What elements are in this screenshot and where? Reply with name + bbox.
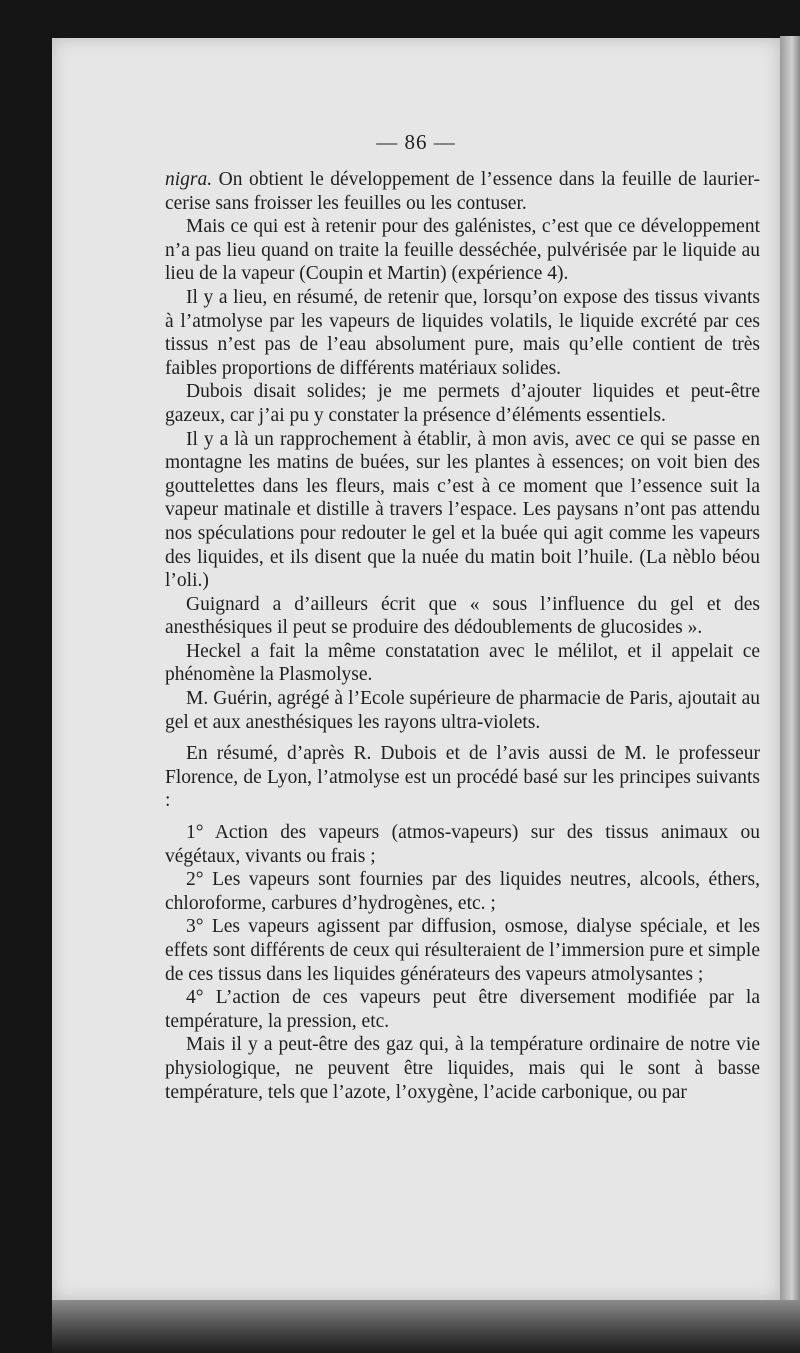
paragraph-5: Il y a là un rapprochement à établir, à mon avis, avec ce qui se passe en montagne les matins de buées, sur les plantes à essences; on voit bien des gouttelettes dans les fleurs, mais c’est à ce moment que l’essence suit la vapeur matinale et distille à travers l’espace. Les paysans n’ont pas attendu nos spéculations pour redouter le gel et la buée qui agit comme les vapeurs des liquides, et ils disent que la nuée du matin boit l’huile. (La nèblo béou l’oli.) xyxy=(165,428,760,592)
page-edge xyxy=(780,36,800,1306)
paragraph-7: Heckel a fait la même constatation avec le mélilot, et il appelait ce phénomène la Plasmolyse. xyxy=(165,640,760,686)
principle-1: 1° Action des vapeurs (atmos-vapeurs) sur des tissus animaux ou végétaux, vivants ou frais ; xyxy=(165,822,760,867)
paragraph-1-lead: nigra. xyxy=(165,169,213,190)
page-number: — 86 — xyxy=(376,130,456,154)
paragraph-2: Mais ce qui est à retenir pour des galénistes, c’est que ce développement n’a pas lieu quand on traite la feuille desséchée, pulvérisée par le liquide au lieu de la vapeur (Coupin et Martin) (expérience 4). xyxy=(165,216,760,285)
book-page xyxy=(52,38,780,1300)
paragraph-6: Guignard a d’ailleurs écrit que « sous l’influence du gel et des anesthésiques il peut se produire des dédoublements de glucosides ». xyxy=(165,593,760,639)
paragraph-1 xyxy=(165,168,760,215)
principle-3: 3° Les vapeurs agissent par diffusion, osmose, dialyse spéciale, et les effets sont différents de ceux qui résulteraient de l’immersion pure et simple de ces tissus dans les liquides générateurs des vapeurs atmolysantes ; xyxy=(165,916,760,985)
scan-bottom-strip xyxy=(52,1300,800,1353)
paragraph-14: Mais il y a peut-être des gaz qui, à la température ordinaire de notre vie physiologique, ne peuvent être liquides, mais qui le sont à basse température, tels que l’azote, l’oxygène, l’acide carbonique, ou par xyxy=(165,1034,760,1103)
paragraph-4: Dubois disait solides; je me permets d’ajouter liquides et peut-être gazeux, car j’ai pu y constater la présence d’éléments essentiels. xyxy=(165,381,760,426)
body-text xyxy=(165,168,760,1104)
principle-4: 4° L’action de ces vapeurs peut être diversement modifiée par la température, la pression, etc. xyxy=(165,987,760,1032)
principle-2: 2° Les vapeurs sont fournies par des liquides neutres, alcools, éthers, chloroforme, carbures d’hydrogènes, etc. ; xyxy=(165,869,760,914)
paragraph-9: En résumé, d’après R. Dubois et de l’avis aussi de M. le professeur Florence, de Lyon, l’atmolyse est un procédé basé sur les principes suivants : xyxy=(165,743,760,812)
paragraph-8: M. Guérin, agrégé à l’Ecole supérieure de pharmacie de Paris, ajoutait au gel et aux anesthésiques les rayons ultra-violets. xyxy=(165,688,760,733)
paragraph-3: Il y a lieu, en résumé, de retenir que, lorsqu’on expose des tissus vivants à l’atmolyse par les vapeurs de liquides volatils, le liquide excrété par ces tissus n’est pas de l’eau absolument pure, mais qu’elle contient de très faibles proportions de différents matériaux solides. xyxy=(165,286,760,379)
paragraph-1-rest: On obtient le développement de l’essence dans la feuille de laurier-cerise sans froisser les feuilles ou les contuser. xyxy=(165,169,760,214)
